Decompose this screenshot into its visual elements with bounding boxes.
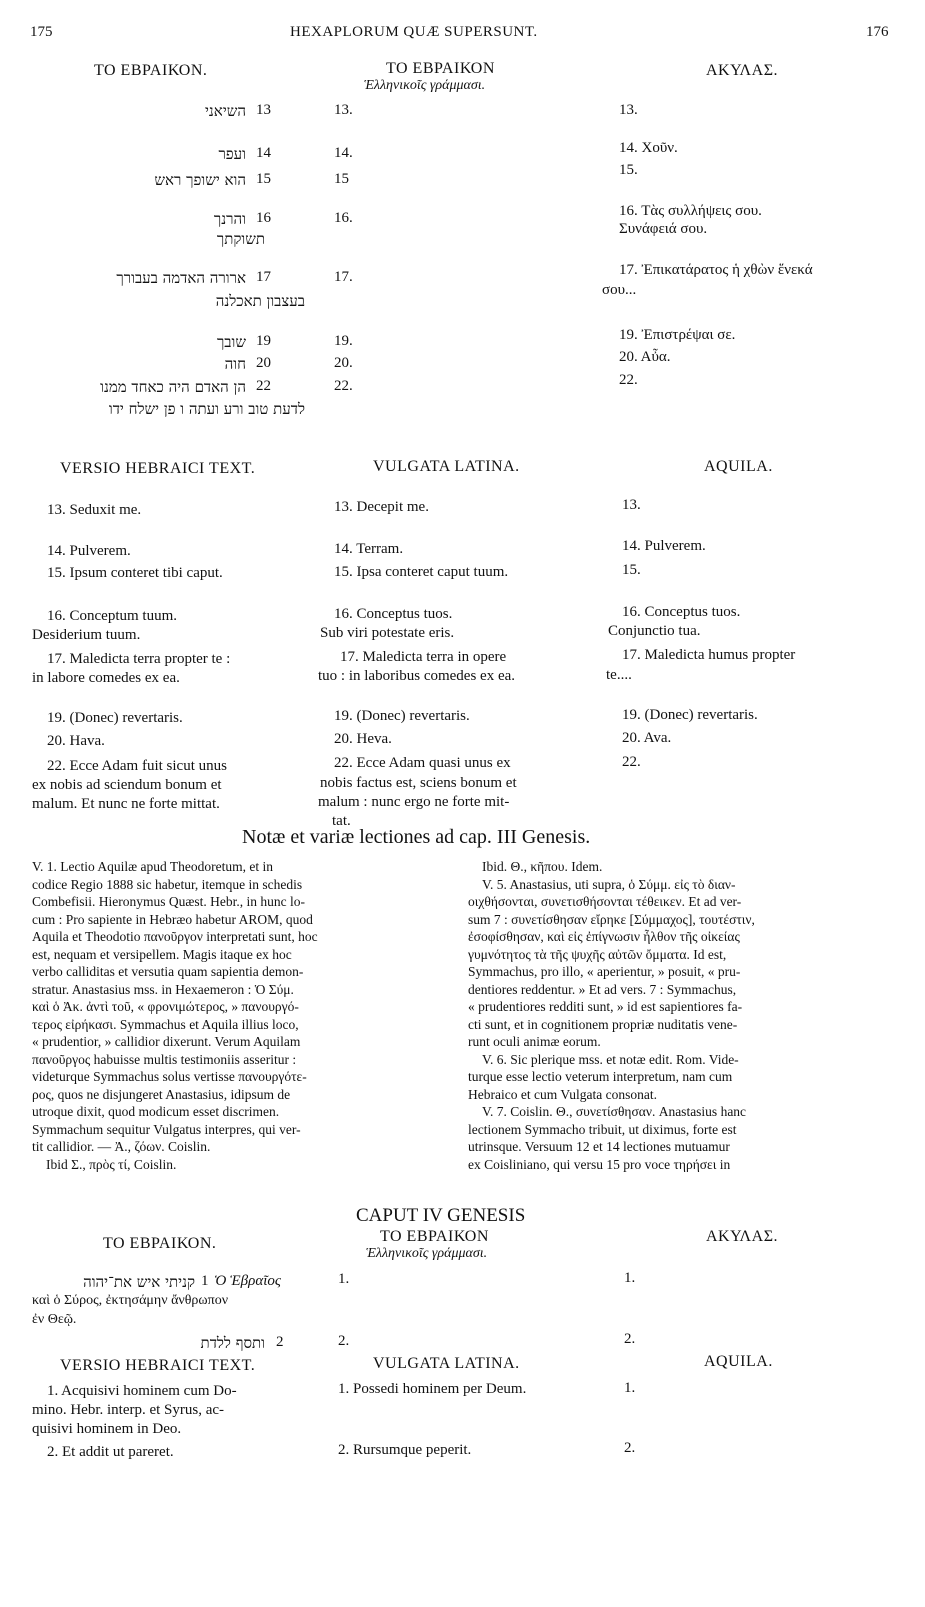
- hebrew-word: הן האדם היה כאחד ממנו: [100, 378, 246, 396]
- note-line: Ibid Σ., πρὸς τί, Coislin.: [46, 1156, 177, 1172]
- note-line: verbo calliditas et versutia quam sapientia demon-: [32, 964, 304, 979]
- note-line: videturque Symmachus solus vertisse πανουργότε-: [32, 1069, 307, 1084]
- note-line: καὶ ὁ Ἀκ. ἀντὶ τοῦ, « φρονιμώτερος, » πανουργό-: [32, 999, 299, 1014]
- caput-latin-col2-title: VULGATA LATINA.: [373, 1355, 520, 1372]
- hebrew-word: קניתי איש את־יהוה: [83, 1273, 195, 1291]
- hebrew-word: ותסף ללדת: [200, 1334, 265, 1352]
- verse-number: 14: [256, 145, 271, 161]
- note-line: lectionem Symmacho tribuit, ut diximus, forte est: [468, 1121, 737, 1137]
- aquila-reading: 14. Χοῦν.: [619, 140, 678, 156]
- verse-number: 16: [256, 210, 271, 226]
- notes-title: Notæ et variæ lectiones ad cap. III Genesis.: [242, 826, 591, 848]
- hebrew-word: לדעת טוב ורע ועתה ו פן ישלח ידו: [108, 400, 305, 418]
- hebrew-version-line: 14. Pulverem.: [47, 543, 131, 559]
- vulgate-line: 1. Possedi hominem per Deum.: [338, 1381, 527, 1397]
- hebrew-word: בעצבון תאכלנה: [215, 292, 305, 310]
- caput-title: CAPUT IV GENESIS: [356, 1205, 526, 1226]
- aquila-reading: 1.: [624, 1270, 636, 1286]
- page-number-right: 176: [866, 24, 889, 40]
- note-line: Ibid. Θ., κῆπου. Idem.: [482, 859, 603, 874]
- greek-reading: καὶ ὁ Σύρος, ἐκτησάμην ἄνθρωπον: [32, 1293, 229, 1308]
- note-line: est, nequam et versipellem. Magis itaque ex hoc: [32, 946, 292, 962]
- vulgate-line: Sub viri potestate eris.: [320, 625, 455, 641]
- caput-col2-title: ΤΟ ΕΒΡΑΙΚΟΝ: [380, 1228, 489, 1245]
- mid-verse: 13.: [334, 102, 353, 118]
- latin-col1-title: VERSIO HEBRAICI TEXT.: [60, 460, 256, 477]
- aquila-line: Conjunctio tua.: [608, 623, 701, 639]
- hebrew-version-line: 2. Et addit ut pareret.: [47, 1444, 174, 1460]
- aquila-line: 13.: [622, 497, 641, 513]
- note-line: V. 5. Anastasius, uti supra, ὁ Σύμμ. εἰς τὸ διαν-: [482, 876, 736, 892]
- verse-number: 20: [256, 355, 271, 371]
- aquila-reading: 15.: [619, 162, 638, 178]
- note-line: codice Regio 1888 sic habetur, itemque in schedis: [32, 876, 303, 892]
- aquila-line: 17. Maledicta humus propter: [622, 647, 796, 663]
- aquila-line: 16. Conceptus tuos.: [622, 604, 741, 620]
- aquila-line: 19. (Donec) revertaris.: [622, 707, 758, 723]
- mid-verse: 17.: [334, 269, 353, 285]
- hebrew-word: השיאני: [205, 102, 246, 120]
- aquila-reading: 16. Τὰς συλλήψεις σου.: [619, 203, 762, 219]
- vulgate-line: 13. Decepit me.: [334, 499, 429, 515]
- aquila-line: 20. Ava.: [622, 730, 672, 746]
- hebrew-version-line: 19. (Donec) revertaris.: [47, 710, 183, 726]
- verse-number: 1: [201, 1273, 209, 1289]
- vulgate-line: 17. Maledicta terra in opere: [340, 649, 507, 665]
- vulgate-line: 2. Rursumque peperit.: [338, 1442, 472, 1458]
- hebrew-version-line: 20. Hava.: [47, 733, 105, 749]
- vulgate-line: tuo : in laboribus comedes ex ea.: [318, 668, 516, 684]
- vulgate-line: 15. Ipsa conteret caput tuum.: [334, 564, 509, 580]
- mid-verse: 19.: [334, 333, 353, 349]
- vulgate-line: nobis factus est, sciens bonum et: [320, 775, 517, 791]
- hebrew-word: תשוקתך: [216, 230, 265, 248]
- col2-title: ΤΟ ΕΒΡΑΙΚΟΝ: [386, 60, 495, 77]
- vulgate-line: 16. Conceptus tuos.: [334, 606, 453, 622]
- note-line: γυμνότητος τὰ τῆς ψυχῆς αὐτῶν ὄμματα. Id est,: [468, 946, 727, 962]
- notes-left-column: [32, 858, 442, 1173]
- caput-col1-title: ΤΟ ΕΒΡΑΙΚΟΝ.: [103, 1235, 217, 1252]
- caput-col2-subtitle: Ἑλληνικοῖς γράμμασι.: [366, 1246, 488, 1261]
- col3-title: ΑΚΥΛΑΣ.: [706, 62, 779, 79]
- greek-reading: Ὁ Ἑβραῖος: [214, 1273, 281, 1289]
- hebrew-version-line: 1. Acquisivi hominem cum Do-: [47, 1383, 237, 1399]
- note-line: V. 7. Coislin. Θ., συνετίσθησαν. Anastasius hanc: [482, 1104, 747, 1119]
- note-line: « prudentior, » callidior dixerunt. Verum Aquilam: [32, 1034, 301, 1049]
- mid-verse: 2.: [338, 1333, 350, 1349]
- note-line: V. 1. Lectio Aquilæ apud Theodoretum, et in: [32, 859, 273, 874]
- note-line: tit callidior. — Ἀ., ζόων. Coislin.: [32, 1139, 211, 1154]
- hebrew-version-line: mino. Hebr. interp. et Syrus, ac-: [32, 1402, 225, 1418]
- note-line: Symmachus, pro illo, « aperientur, » posuit, « pru-: [468, 964, 741, 979]
- mid-verse: 1.: [338, 1271, 350, 1287]
- col2-subtitle: Ἑλληνικοῖς γράμμασι.: [364, 78, 486, 93]
- verse-number: 2: [276, 1334, 284, 1350]
- note-line: « prudentiores redditi sunt, » id est sapientiores fa-: [468, 999, 743, 1014]
- hebrew-version-line: malum. Et nunc ne forte mittat.: [32, 796, 220, 812]
- mid-verse: 22.: [334, 378, 353, 394]
- aquila-line: 2.: [624, 1440, 636, 1456]
- mid-verse: 20.: [334, 355, 353, 371]
- hebrew-word: הוא ישופך ראש: [154, 171, 246, 189]
- mid-verse: 16.: [334, 210, 353, 226]
- vulgate-line: 20. Heva.: [334, 731, 392, 747]
- running-title: HEXAPLORUM QUÆ SUPERSUNT.: [290, 24, 538, 40]
- hebrew-version-line: ex nobis ad sciendum bonum et: [32, 777, 222, 793]
- hebrew-version-line: 15. Ipsum conteret tibi caput.: [47, 565, 223, 581]
- aquila-reading: 13.: [619, 102, 638, 118]
- latin-col2-title: VULGATA LATINA.: [373, 458, 520, 475]
- hebrew-version-line: Desiderium tuum.: [32, 627, 141, 643]
- note-line: cum : Pro sapiente in Hebræo habetur AROM, quod: [32, 911, 313, 927]
- hebrew-version-line: 13. Seduxit me.: [47, 502, 142, 518]
- note-line: cti sunt, et in cognitionem propriæ nuditatis vene-: [468, 1016, 738, 1032]
- aquila-reading: Συνάφειά σου.: [619, 221, 708, 237]
- hebrew-word: ועפר: [218, 145, 246, 163]
- hebrew-version-line: 16. Conceptum tuum.: [47, 608, 177, 624]
- verse-number: 19: [256, 333, 271, 349]
- caput-col3-title: ΑΚΥΛΑΣ.: [706, 1228, 779, 1245]
- verse-number: 17: [256, 269, 271, 285]
- hebrew-version-line: 22. Ecce Adam fuit sicut unus: [47, 758, 227, 774]
- aquila-line: 1.: [624, 1380, 636, 1396]
- note-line: τερος εἰρήκασι. Symmachus et Aquila illius loco,: [32, 1016, 299, 1032]
- page-number-left: 175: [30, 24, 53, 40]
- note-line: ἐσοφίσθησαν, καὶ εἰς ἐπίγνωσιν ἦλθον τῆς οἰκείας: [468, 929, 740, 944]
- aquila-line: 14. Pulverem.: [622, 538, 706, 554]
- aquila-reading: 17. Ἐπικατάρατος ἡ χθὼν ἕνεκά: [619, 262, 813, 278]
- note-line: V. 6. Sic plerique mss. et notæ edit. Rom. Vide-: [482, 1051, 739, 1067]
- caput-latin-col3-title: AQUILA.: [704, 1353, 773, 1370]
- aquila-line: 22.: [622, 754, 641, 770]
- note-line: runt oculi animæ eorum.: [468, 1034, 601, 1049]
- aquila-reading: 20. Αὖα.: [619, 349, 671, 365]
- note-line: utroque dixit, quod modicum esset discrimen.: [32, 1104, 280, 1119]
- greek-reading: ἐν Θεῷ.: [32, 1312, 77, 1327]
- verse-number: 13: [256, 102, 271, 118]
- aquila-reading: 22.: [619, 372, 638, 388]
- hebrew-word: ארורה האדמה בעבורך: [116, 269, 246, 287]
- hebrew-version-line: 17. Maledicta terra propter te :: [47, 651, 231, 667]
- hebrew-version-line: quisivi hominem in Deo.: [32, 1421, 182, 1437]
- hebrew-version-line: in labore comedes ex ea.: [32, 670, 180, 686]
- note-line: turque esse lectio veterum interpretum, nam cum: [468, 1069, 733, 1084]
- aquila-reading: 19. Ἐπιστρέψαι σε.: [619, 327, 736, 343]
- verse-number: 15: [256, 171, 271, 187]
- note-line: πανοῦργος habuisse multis testimoniis asseritur :: [32, 1051, 297, 1067]
- note-line: οιχθήσονται, συνετισθήσονται τέθεικεν. Et ad ver-: [468, 894, 742, 909]
- note-line: sum 7 : συνετίσθησαν εἴρηκε [Σύμμαχος], τουτέστιν,: [468, 911, 755, 927]
- note-line: utrinsque. Versuum 12 et 14 lectiones mutuamur: [468, 1139, 730, 1154]
- notes-right-column: [468, 858, 888, 1173]
- note-line: Hebraico et cum Vulgata consonat.: [468, 1086, 657, 1102]
- col1-title: ΤΟ ΕΒΡΑΙΚΟΝ.: [94, 62, 208, 79]
- note-line: Symmachum sequitur Vulgatus interpres, qui ver-: [32, 1121, 301, 1137]
- vulgate-line: tat.: [332, 813, 351, 829]
- note-line: ρος, quos ne disjungeret Anastasius, idipsum de: [32, 1086, 291, 1102]
- note-line: dentiores reddentur. » Et ad vers. 7 : Symmachus,: [468, 981, 737, 997]
- caput-latin-col1-title: VERSIO HEBRAICI TEXT.: [60, 1357, 256, 1374]
- vulgate-line: 14. Terram.: [334, 541, 404, 557]
- note-line: Aquila et Theodotio πανοῦργον interpretati sunt, hoc: [32, 929, 318, 944]
- verse-number: 22: [256, 378, 271, 394]
- mid-verse: 15: [334, 171, 349, 187]
- hebrew-word: והרנך: [213, 210, 246, 228]
- hebrew-word: שובך: [216, 333, 246, 351]
- note-line: stratur. Anastasius mss. in Hexaemeron : Ὁ Σύμ.: [32, 981, 294, 997]
- mid-verse: 14.: [334, 145, 353, 161]
- note-line: ex Coisliniano, qui versu 15 pro voce τηρήσει in: [468, 1156, 731, 1172]
- note-line: Combefisii. Hieronymus Quæst. Hebr., in hunc lo-: [32, 894, 305, 909]
- vulgate-line: 22. Ecce Adam quasi unus ex: [334, 755, 511, 771]
- aquila-line: te....: [606, 667, 632, 683]
- vulgate-line: 19. (Donec) revertaris.: [334, 708, 470, 724]
- aquila-line: 15.: [622, 562, 641, 578]
- vulgate-line: malum : nunc ergo ne forte mit-: [318, 794, 510, 810]
- latin-col3-title: AQUILA.: [704, 458, 773, 475]
- aquila-reading: 2.: [624, 1331, 636, 1347]
- aquila-reading: σου...: [602, 282, 637, 298]
- hebrew-word: חוה: [224, 355, 246, 373]
